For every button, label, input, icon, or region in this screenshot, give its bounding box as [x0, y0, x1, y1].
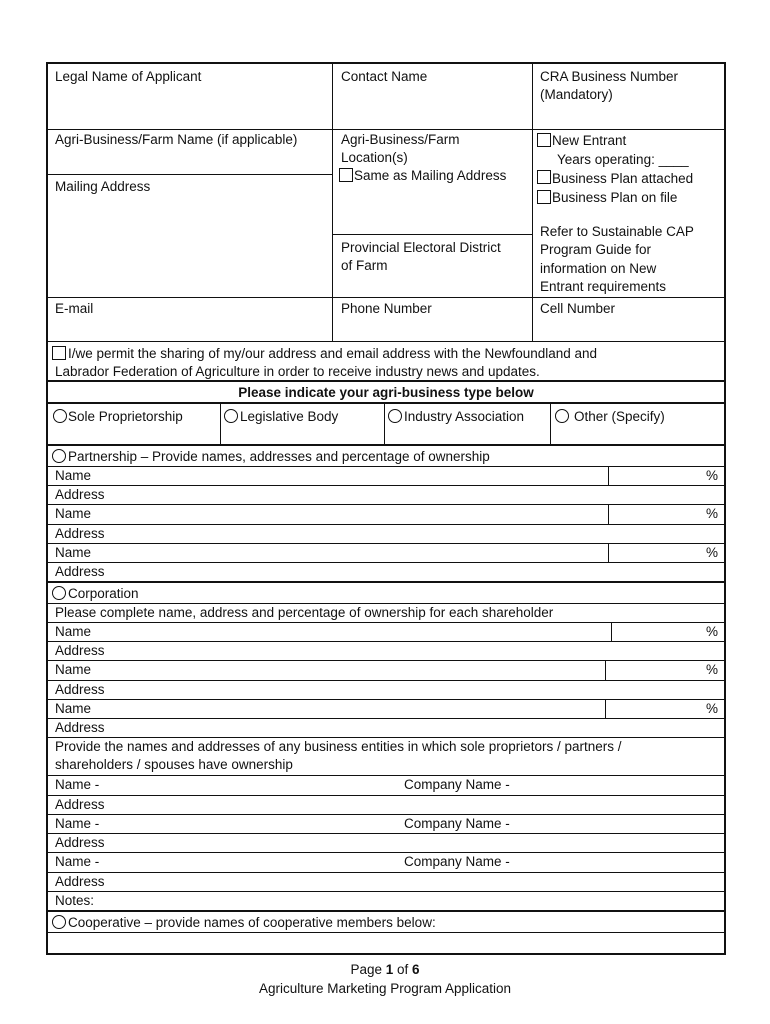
row-divider: [48, 174, 332, 175]
row-divider: [48, 129, 724, 130]
row-divider: [48, 485, 724, 486]
shareholder-percent: %: [705, 662, 718, 677]
years-operating-label: Years operating: ____: [557, 152, 689, 167]
entity-company-label: Company Name -: [404, 854, 510, 869]
shareholder-percent: %: [705, 701, 718, 716]
row-divider: [48, 718, 724, 719]
cooperative-heading: Cooperative – provide names of cooperative members below:: [68, 915, 436, 930]
shareholder-address-label: Address: [55, 682, 105, 697]
partner-name-label: Name: [55, 506, 92, 521]
industry-association-label: Industry Association: [404, 409, 525, 424]
entity-company-label: Company Name -: [404, 816, 510, 831]
section-divider: [48, 402, 724, 404]
business-type-heading: Please indicate your agri-business type below: [238, 385, 534, 400]
legal-name-label: Legal Name of Applicant: [55, 69, 202, 84]
refer-guide-text-2: Program Guide for: [540, 242, 652, 257]
refer-guide-text: Refer to Sustainable CAP: [540, 224, 694, 239]
plan-attached-checkbox[interactable]: [537, 170, 551, 184]
section-divider: [48, 380, 724, 382]
permission-checkbox[interactable]: [52, 346, 66, 360]
page-number: [0, 961, 770, 978]
partner-name-label: Name: [55, 545, 92, 560]
entity-company-label: Company Name -: [404, 777, 510, 792]
percent-divider: [611, 622, 612, 642]
row-divider: [48, 660, 724, 661]
section-divider: [48, 910, 724, 912]
partner-address-label: Address: [55, 564, 105, 579]
option-divider: [550, 403, 551, 444]
row-divider: [48, 641, 724, 642]
partnership-heading: Partnership – Provide names, addresses and percentage of ownership: [68, 449, 490, 464]
partner-address-label: Address: [55, 487, 105, 502]
same-as-mailing-label: Same as Mailing Address: [354, 168, 507, 183]
partner-percent: %: [705, 545, 718, 560]
page-prefix: Page: [350, 962, 386, 977]
shareholder-address-label: Address: [55, 643, 105, 658]
page-current: 1: [385, 962, 394, 977]
row-divider: [48, 852, 724, 853]
permission-text-2: Labrador Federation of Agriculture in order to receive industry news and updates.: [55, 364, 540, 379]
partnership-radio[interactable]: [52, 449, 66, 463]
column-divider-1: [332, 64, 333, 304]
electoral-district-label-2: of Farm: [341, 258, 388, 273]
contact-name-label: Contact Name: [341, 69, 428, 84]
entity-name-label: Name -: [55, 816, 100, 831]
cooperative-radio[interactable]: [52, 915, 66, 929]
partner-address-label: Address: [55, 526, 105, 541]
row-divider: [332, 234, 532, 235]
row-divider: [48, 297, 724, 298]
option-divider: [220, 403, 221, 444]
row-divider: [48, 543, 724, 544]
plan-attached-label: Business Plan attached: [552, 171, 694, 186]
row-divider: [48, 504, 724, 505]
entities-instruction: Provide the names and addresses of any business entities in which sole proprietors / partners /: [55, 739, 622, 754]
percent-divider: [608, 466, 609, 486]
entity-name-label: Name -: [55, 777, 100, 792]
shareholder-name-label: Name: [55, 701, 92, 716]
new-entrant-label: New Entrant: [552, 133, 627, 148]
percent-divider: [605, 660, 606, 680]
cra-number-label: CRA Business Number: [540, 69, 679, 84]
shareholder-address-label: Address: [55, 720, 105, 735]
corporation-heading: Corporation: [68, 586, 139, 601]
entities-instruction-2: shareholders / spouses have ownership: [55, 757, 293, 772]
email-label: E-mail: [55, 301, 94, 316]
row-divider: [48, 775, 724, 776]
cra-mandatory-label: (Mandatory): [540, 87, 613, 102]
partner-percent: %: [705, 468, 718, 483]
section-divider: [48, 444, 724, 446]
industry-association-radio[interactable]: [388, 409, 402, 423]
percent-divider: [608, 504, 609, 524]
row-divider: [48, 699, 724, 700]
refer-guide-text-3: information on New: [540, 261, 657, 276]
partner-name-label: Name: [55, 468, 92, 483]
other-specify-label: Other (Specify): [574, 409, 665, 424]
corporation-radio[interactable]: [52, 586, 66, 600]
page-of: of: [393, 962, 413, 977]
option-divider: [384, 403, 385, 444]
same-as-mailing-checkbox[interactable]: [339, 168, 353, 182]
column-divider: [332, 297, 333, 342]
partner-percent: %: [705, 506, 718, 521]
permission-text: I/we permit the sharing of my/our address and email address with the Newfoundland and: [68, 346, 598, 361]
row-divider: [48, 524, 724, 525]
shareholder-percent: %: [705, 624, 718, 639]
entity-address-label: Address: [55, 835, 105, 850]
row-divider: [48, 814, 724, 815]
row-divider: [48, 466, 724, 467]
shareholder-name-label: Name: [55, 624, 92, 639]
column-divider: [532, 297, 533, 342]
row-divider: [48, 341, 724, 342]
notes-label: Notes:: [55, 893, 95, 908]
refer-guide-text-4: Entrant requirements: [540, 279, 667, 294]
corporation-instruction: Please complete name, address and percentage of ownership for each shareholder: [55, 605, 554, 620]
section-divider: [48, 581, 724, 583]
entity-address-label: Address: [55, 874, 105, 889]
row-divider: [48, 795, 724, 796]
row-divider: [48, 891, 724, 892]
farm-name-label: Agri-Business/Farm Name (if applicable): [55, 132, 298, 147]
row-divider: [48, 872, 724, 873]
legislative-body-radio[interactable]: [224, 409, 238, 423]
page-total: 6: [412, 962, 420, 977]
row-divider: [48, 562, 724, 563]
row-divider: [48, 622, 724, 623]
phone-label: Phone Number: [341, 301, 432, 316]
column-divider-2: [532, 64, 533, 304]
plan-on-file-checkbox[interactable]: [537, 190, 551, 204]
sole-proprietorship-label: Sole Proprietorship: [68, 409, 183, 424]
row-divider: [48, 833, 724, 834]
entity-name-label: Name -: [55, 854, 100, 869]
document-title: Agriculture Marketing Program Application: [258, 981, 512, 996]
shareholder-name-label: Name: [55, 662, 92, 677]
new-entrant-checkbox[interactable]: [537, 133, 551, 147]
farm-location-label: Agri-Business/Farm: [341, 132, 460, 147]
electoral-district-label: Provincial Electoral District: [341, 240, 501, 255]
row-divider: [48, 680, 724, 681]
row-divider: [48, 932, 724, 933]
cell-label: Cell Number: [540, 301, 616, 316]
plan-on-file-label: Business Plan on file: [552, 190, 678, 205]
farm-location-label-2: Location(s): [341, 150, 408, 165]
other-specify-radio[interactable]: [555, 409, 569, 423]
mailing-address-label: Mailing Address: [55, 179, 151, 194]
sole-proprietorship-radio[interactable]: [53, 409, 67, 423]
entity-address-label: Address: [55, 797, 105, 812]
application-form: [46, 62, 726, 955]
percent-divider: [608, 543, 609, 563]
legislative-body-label: Legislative Body: [240, 409, 339, 424]
percent-divider: [605, 699, 606, 719]
